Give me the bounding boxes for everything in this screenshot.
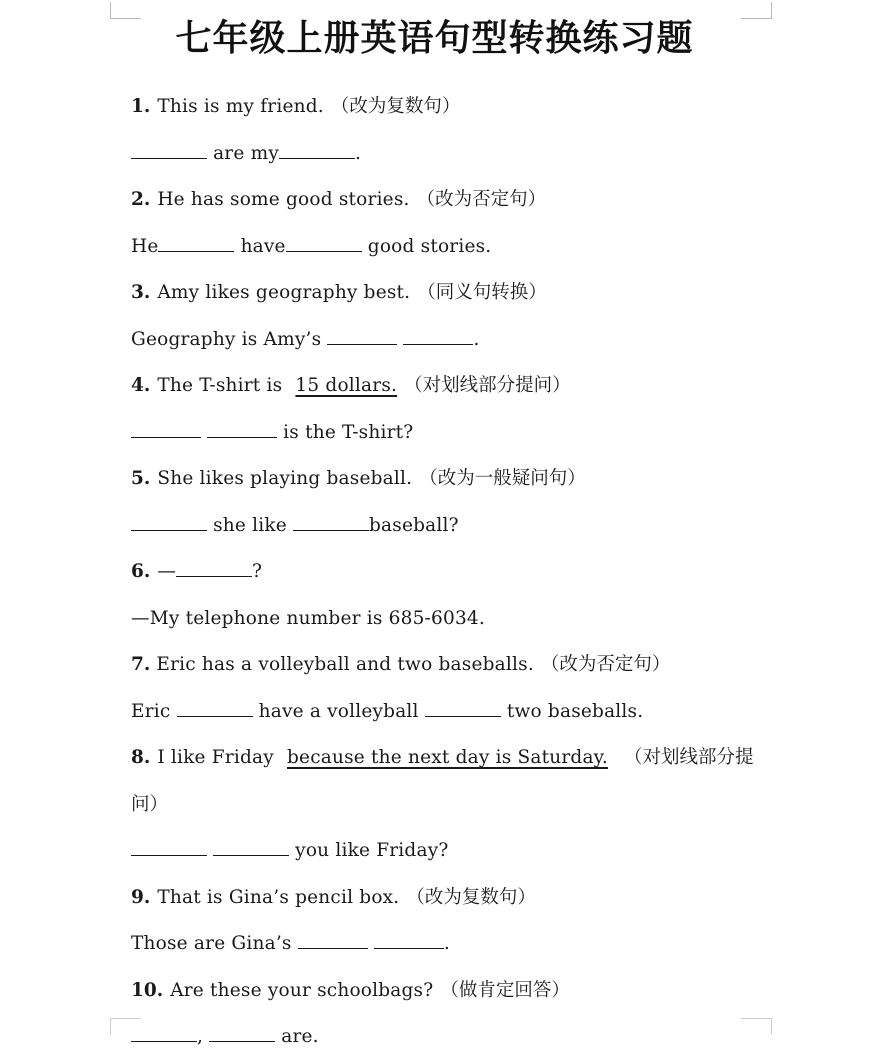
answer-blank[interactable] (298, 931, 368, 949)
question-number-9: 9. (131, 886, 151, 908)
exercise-question-8 (131, 735, 771, 828)
answer-blank[interactable] (158, 233, 234, 251)
answer-blank[interactable] (209, 1024, 275, 1042)
answer-blank[interactable] (131, 512, 207, 530)
answer-blank[interactable] (207, 419, 277, 437)
question-number-6: 6. (131, 561, 151, 582)
question-instruction-7: （改为否定句） (540, 654, 671, 675)
answer-text-5-mid: she like (207, 514, 293, 536)
question-instruction-4: （对划线部分提问） (404, 375, 571, 396)
page-title: 七年级上册英语句型转换练习题 (175, 17, 694, 59)
question-text-7: Eric has a volleyball and two baseballs. (150, 654, 534, 675)
answer-blank[interactable] (279, 140, 355, 158)
answer-text-2-prefix: He (131, 235, 159, 257)
answer-text-10-mid: , (197, 1026, 210, 1047)
answer-blank[interactable] (213, 838, 289, 856)
question-text-1: This is my friend. (157, 96, 324, 117)
answer-text-2-mid: have (234, 235, 286, 257)
exercise-answer-7 (131, 689, 831, 736)
exercise-question-1 (131, 84, 831, 131)
answer-text-5-suffix: baseball? (369, 514, 459, 536)
exercise-answer-4 (131, 410, 831, 457)
answer-text-1-mid: are my (207, 142, 279, 164)
answer-text-9-prefix: Those are Gina’s (131, 933, 298, 954)
answer-text-2-suffix: good stories. (361, 235, 492, 257)
question-dash-6: — (157, 561, 177, 582)
answer-blank[interactable] (131, 419, 201, 437)
exercise-question-2 (131, 177, 831, 224)
exercise-answer-8 (131, 828, 831, 875)
question-instruction-3: （同义句转换） (417, 282, 547, 303)
question-number-1: 1. (131, 96, 151, 117)
answer-blank[interactable] (293, 512, 369, 530)
question-tail-6: ? (252, 561, 263, 582)
question-text-3: Amy likes geography best. (157, 282, 411, 303)
exercise-question-7 (131, 642, 831, 689)
answer-blank[interactable] (131, 140, 207, 158)
question-instruction-9: （改为复数句） (406, 886, 536, 908)
question-number-3: 3. (131, 282, 151, 303)
question-number-8: 8. (131, 747, 151, 768)
answer-text-7-prefix: Eric (131, 700, 177, 722)
exercise-question-5 (131, 456, 831, 503)
question-number-7: 7. (131, 654, 151, 675)
exercise-question-9 (131, 875, 831, 922)
question-instruction-1: （改为复数句） (330, 96, 461, 117)
answer-text-9-suffix: . (443, 933, 450, 954)
answer-text-3-suffix: . (473, 328, 480, 350)
answer-text-4-suffix: is the T-shirt? (277, 421, 414, 443)
answer-blank[interactable] (374, 931, 444, 949)
answer-text-3-prefix: Geography is Amy’s (131, 328, 328, 350)
question-text-5: She likes playing baseball. (157, 468, 413, 489)
exercise-answer-5 (131, 503, 831, 550)
exercise-question-6 (131, 549, 831, 596)
exercise-answer-1 (131, 131, 831, 178)
exercise-question-10 (131, 968, 831, 1015)
exercise-answer-9 (131, 921, 831, 968)
answer-text-10-suffix: are. (275, 1026, 319, 1047)
exercise-question-3 (131, 270, 831, 317)
question-number-10: 10. (131, 979, 164, 1001)
exercise-answer-6: —My telephone number is 685-6034. (131, 607, 485, 629)
question-number-5: 5. (131, 468, 151, 489)
question-text-10: Are these your schoolbags? (170, 979, 434, 1001)
exercise-answer-2 (131, 224, 831, 271)
exercise-answer-10 (131, 1014, 831, 1061)
answer-blank[interactable] (176, 559, 252, 577)
answer-text-8-suffix: you like Friday? (289, 840, 449, 861)
question-text-4: The T-shirt is (157, 375, 289, 396)
question-number-2: 2. (131, 189, 151, 210)
answer-blank[interactable] (327, 326, 397, 344)
question-underlined-4: 15 dollars. (295, 375, 398, 396)
question-instruction-8: （对划线部分提问） (131, 747, 754, 815)
answer-blank[interactable] (177, 698, 253, 716)
answer-text-1-suffix: . (354, 142, 362, 164)
answer-blank[interactable] (131, 838, 207, 856)
exercise-question-4 (131, 363, 831, 410)
question-text-8: I like Friday (157, 747, 280, 768)
answer-text-7-mid: have a volleyball (252, 700, 425, 722)
answer-blank[interactable] (286, 233, 362, 251)
question-instruction-2: （改为否定句） (416, 189, 547, 210)
answer-text-7-suffix: two baseballs. (500, 700, 644, 722)
question-text-2: He has some good stories. (157, 189, 410, 210)
answer-blank[interactable] (403, 326, 473, 344)
exercise-list (131, 84, 831, 1061)
question-instruction-5: （改为一般疑问句） (419, 468, 586, 489)
question-underlined-8: because the next day is Saturday. (287, 747, 608, 768)
exercise-answer-3 (131, 317, 831, 364)
question-text-9: That is Gina’s pencil box. (157, 886, 400, 908)
question-number-4: 4. (131, 375, 151, 396)
question-instruction-10: （做肯定回答） (440, 979, 570, 1001)
answer-blank[interactable] (131, 1024, 197, 1042)
answer-blank[interactable] (425, 698, 501, 716)
